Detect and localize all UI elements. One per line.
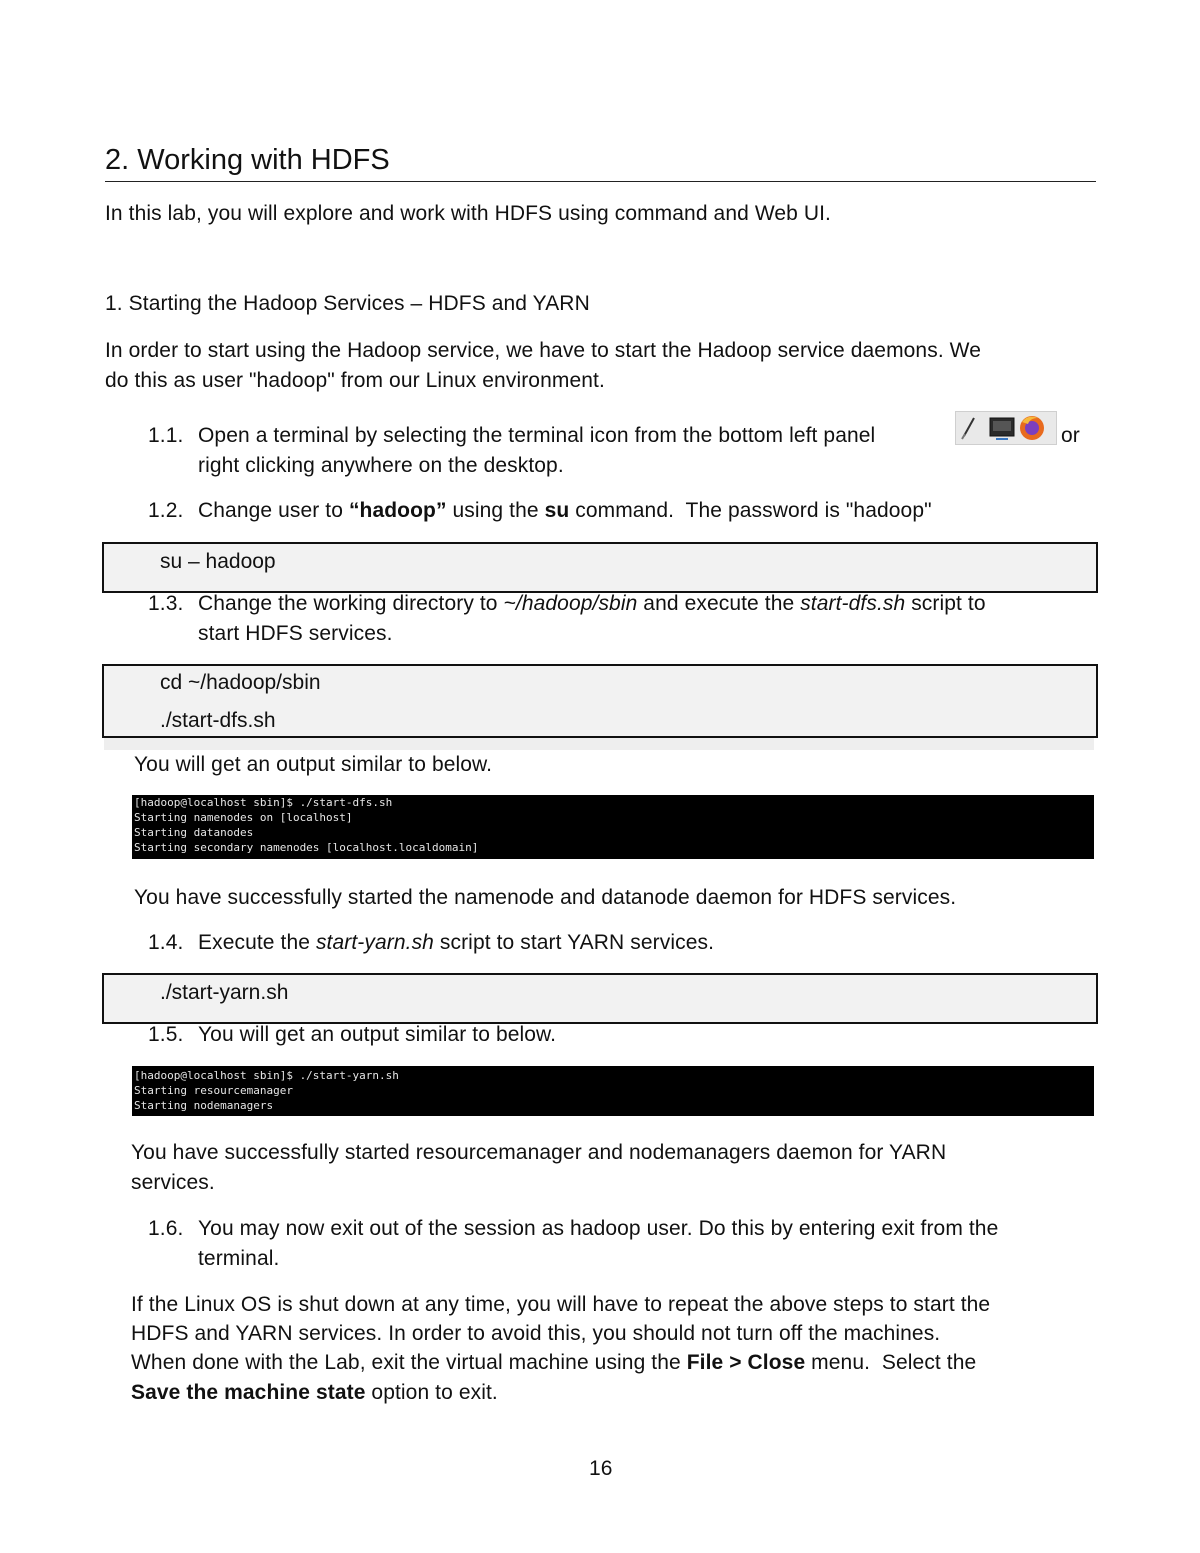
step-1-2-post: command. The password is "hadoop" — [569, 499, 932, 522]
command-box-dfs — [102, 664, 1098, 738]
closing-line3 — [131, 1348, 976, 1378]
step-1-4-text — [198, 928, 714, 958]
step-1-3-mid: and execute the — [637, 592, 801, 615]
step-1-3-pre: Change the working directory to — [198, 592, 504, 615]
step-1-3-italic-dir: ~/hadoop/sbin — [503, 592, 638, 615]
section-title: 1. Starting the Hadoop Services – HDFS and YARN — [105, 292, 590, 315]
step-1-3-italic-script: start-dfs.sh — [800, 592, 906, 615]
terminal-dfs-line-4: Starting secondary namenodes [localhost.localdomain] — [134, 841, 479, 854]
command-su: su – hadoop — [160, 550, 276, 573]
success-yarn-line1: You have successfully started resourcemanager and nodemanagers daemon for YARN — [131, 1141, 947, 1164]
section-para-line2: do this as user "hadoop" from our Linux environment. — [105, 369, 605, 392]
file-close-menu-ref: File > Close — [686, 1351, 806, 1374]
page-heading: 2. Working with HDFS — [105, 144, 390, 176]
heading-rule — [105, 181, 1096, 182]
step-1-4-number: 1.4. — [148, 931, 184, 954]
step-1-3-line2: start HDFS services. — [198, 622, 393, 645]
firefox-icon — [1020, 416, 1044, 440]
command-box-su — [102, 542, 1098, 593]
panel-icons — [955, 411, 1057, 445]
step-1-2-mid: using the — [446, 499, 545, 522]
command-box-yarn — [102, 973, 1098, 1024]
command-cd: cd ~/hadoop/sbin — [160, 671, 321, 694]
intro-text: In this lab, you will explore and work with HDFS using command and Web UI. — [105, 202, 831, 225]
step-1-5-text: You will get an output similar to below. — [198, 1023, 557, 1046]
step-1-2-text — [198, 496, 932, 526]
closing-line4 — [131, 1378, 498, 1408]
save-state-option-ref: Save the machine state — [131, 1381, 366, 1404]
step-1-2-number: 1.2. — [148, 499, 184, 522]
step-1-3-number: 1.3. — [148, 592, 184, 615]
pen-icon — [962, 418, 974, 439]
step-1-4-italic-script: start-yarn.sh — [315, 931, 434, 954]
step-1-2-bold-user: “hadoop” — [348, 499, 447, 522]
step-1-3-line1 — [198, 589, 986, 619]
step-1-3-post: script to — [905, 592, 986, 615]
terminal-dfs-line-3: Starting datanodes — [134, 826, 254, 839]
terminal-yarn-line-3: Starting nodemanagers — [134, 1099, 274, 1112]
step-1-2-pre: Change user to — [198, 499, 349, 522]
terminal-dfs-line-2: Starting namenodes on [localhost] — [134, 811, 353, 824]
terminal-yarn-line-1: [hadoop@localhost sbin]$ ./start-yarn.sh — [134, 1069, 399, 1082]
step-1-4-post: script to start YARN services. — [433, 931, 715, 954]
closing-line1: If the Linux OS is shut down at any time, you will have to repeat the above steps to start the — [131, 1293, 991, 1316]
section-para-line1: In order to start using the Hadoop service, we have to start the Hadoop service daemons. We — [105, 339, 982, 362]
output-note-1: You will get an output similar to below. — [134, 753, 493, 776]
success-hdfs: You have successfully started the namenode and datanode daemon for HDFS services. — [134, 886, 957, 909]
command-start-yarn: ./start-yarn.sh — [160, 981, 289, 1004]
command-start-dfs: ./start-dfs.sh — [160, 709, 276, 732]
success-yarn-line2: services. — [131, 1171, 215, 1194]
panel-icons-svg — [956, 412, 1056, 444]
terminal-output-yarn — [132, 1066, 1094, 1116]
step-1-1-number: 1.1. — [148, 424, 184, 447]
closing-line4-post: option to exit. — [365, 1381, 498, 1404]
step-1-1-line2: right clicking anywhere on the desktop. — [198, 454, 564, 477]
step-1-1-line1: Open a terminal by selecting the terminal icon from the bottom left panel — [198, 424, 876, 447]
closing-line3-pre: When done with the Lab, exit the virtual machine using the — [131, 1351, 687, 1374]
step-1-6-line2: terminal. — [198, 1247, 280, 1270]
step-1-4-pre: Execute the — [198, 931, 316, 954]
terminal-yarn-line-2: Starting resourcemanager — [134, 1084, 293, 1097]
terminal-dfs-line-1: [hadoop@localhost sbin]$ ./start-dfs.sh — [134, 796, 393, 809]
box-shadow-strip — [104, 738, 1094, 750]
page-number: 16 — [589, 1457, 613, 1480]
step-1-5-number: 1.5. — [148, 1023, 184, 1046]
closing-line2: HDFS and YARN services. In order to avoid this, you should not turn off the machines. — [131, 1322, 941, 1345]
step-1-6-number: 1.6. — [148, 1217, 184, 1240]
closing-line3-post: menu. Select the — [805, 1351, 977, 1374]
terminal-output-dfs — [132, 795, 1094, 859]
step-1-1-or: or — [1061, 424, 1080, 447]
step-1-6-line1: You may now exit out of the session as hadoop user. Do this by entering exit from the — [198, 1217, 999, 1240]
terminal-icon — [990, 418, 1014, 440]
step-1-2-bold-su: su — [544, 499, 570, 522]
